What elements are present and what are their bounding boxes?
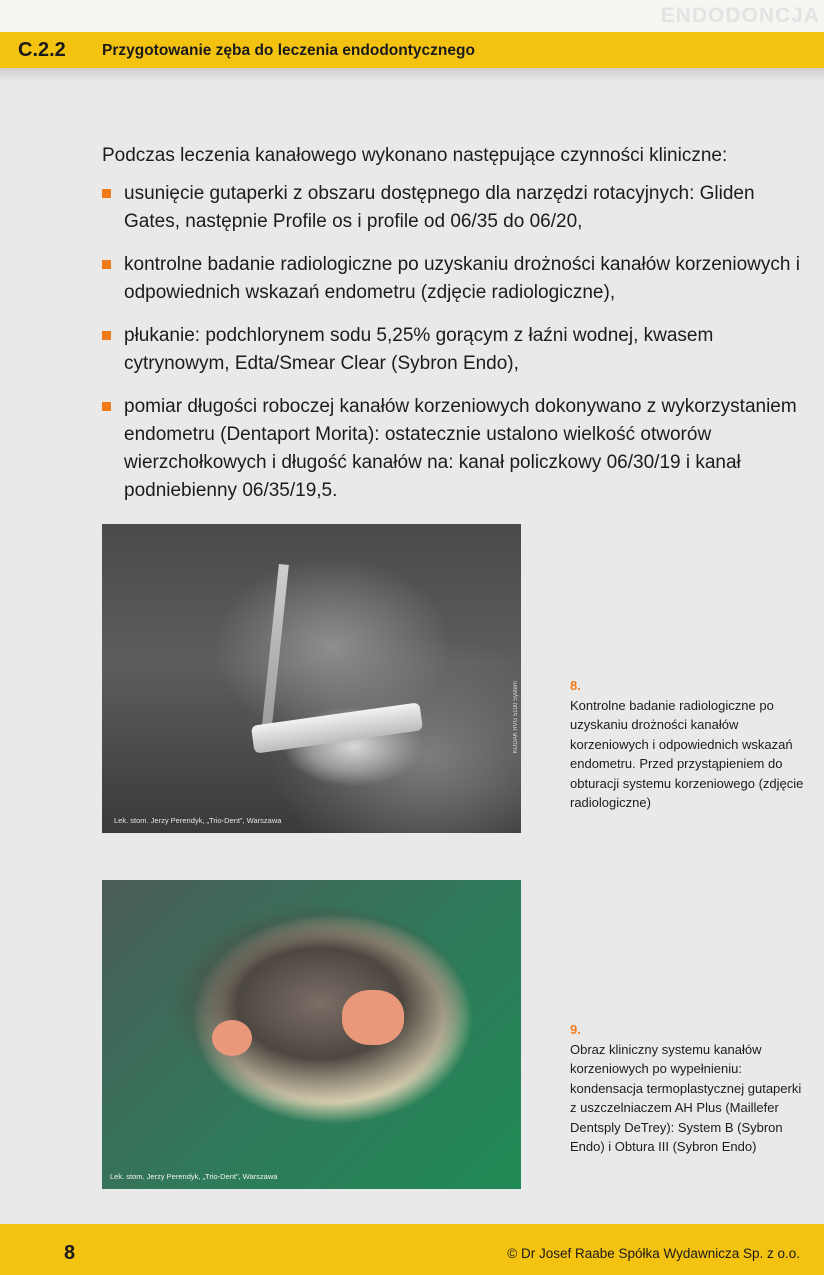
list-item xyxy=(102,393,802,505)
list-item xyxy=(102,251,802,307)
section-code: C.2.2 xyxy=(18,39,66,61)
xray-device-label: KODAK RVG 5100 System xyxy=(513,680,519,753)
clinical-photo xyxy=(102,880,521,1189)
bullet-square-icon xyxy=(102,189,111,198)
section-title: Przygotowanie zęba do leczenia endodontycznego xyxy=(102,42,475,59)
xray-restoration xyxy=(251,702,423,753)
figure-8-caption xyxy=(570,676,810,813)
bullet-square-icon xyxy=(102,260,111,269)
figure-number: 8. xyxy=(570,678,581,693)
header-shadow xyxy=(0,68,824,82)
list-item-text: płukanie: podchlorynem sodu 5,25% gorącym z łaźni wodnej, kwasem cytrynowym, Edta/Smear Clear (Sybron Endo), xyxy=(124,325,714,374)
xray-image xyxy=(102,524,521,833)
list-item-text: kontrolne badanie radiologiczne po uzyskaniu drożności kanałów korzeniowych i odpowiednich wskazań endometru (zdjęcie radiologiczne), xyxy=(124,254,800,303)
figure-number: 9. xyxy=(570,1022,581,1037)
intro-paragraph: Podczas leczenia kanałowego wykonano następujące czynności kliniczne: xyxy=(102,145,728,166)
running-head: ENDODONCJA xyxy=(660,4,820,27)
xray-root-canal xyxy=(261,564,289,734)
list-item xyxy=(102,322,802,378)
procedure-list xyxy=(102,180,802,520)
page-number: 8 xyxy=(64,1242,76,1264)
bullet-square-icon xyxy=(102,331,111,340)
list-item-text: pomiar długości roboczej kanałów korzeniowych dokonywano z wykorzystaniem endometru (Dentaport Morita): ostatecznie ustalono wielkość otworów wierzchołkowych i długość kanałów na: kanał policzkowy 06/30/19 i kanał podniebienny 06/35/19,5. xyxy=(124,396,797,501)
figure-9-caption xyxy=(570,1020,810,1157)
list-item xyxy=(102,180,802,236)
clinical-credit: Lek. stom. Jerzy Perendyk, „Trio-Dent”, Warszawa xyxy=(110,1172,278,1181)
gutta-percha-canal-right xyxy=(342,990,404,1045)
copyright: © Dr Josef Raabe Spółka Wydawnicza Sp. z o.o. xyxy=(507,1246,800,1261)
figure-caption-text: Obraz kliniczny systemu kanałów korzeniowych po wypełnieniu: kondensacja termoplastycznej gutaperki z uszczelniaczem AH Plus (Maillefer Dentsply DeTrey): System B (Sybron Endo) i Obtura III (Sybron Endo) xyxy=(570,1041,802,1154)
bullet-square-icon xyxy=(102,402,111,411)
gutta-percha-canal-left xyxy=(212,1020,252,1056)
xray-credit: Lek. stom. Jerzy Perendyk, „Trio-Dent”, Warszawa xyxy=(114,816,282,825)
list-item-text: usunięcie gutaperki z obszaru dostępnego dla narzędzi rotacyjnych: Gliden Gates, następnie Profile os i profile od 06/35 do 06/20, xyxy=(124,183,755,232)
figure-caption-text: Kontrolne badanie radiologiczne po uzyskaniu drożności kanałów korzeniowych i odpowiednich wskazań endometru. Przed przystąpieniem do obturacji systemu korzeniowego (zdjęcie radiologiczne) xyxy=(570,697,804,810)
